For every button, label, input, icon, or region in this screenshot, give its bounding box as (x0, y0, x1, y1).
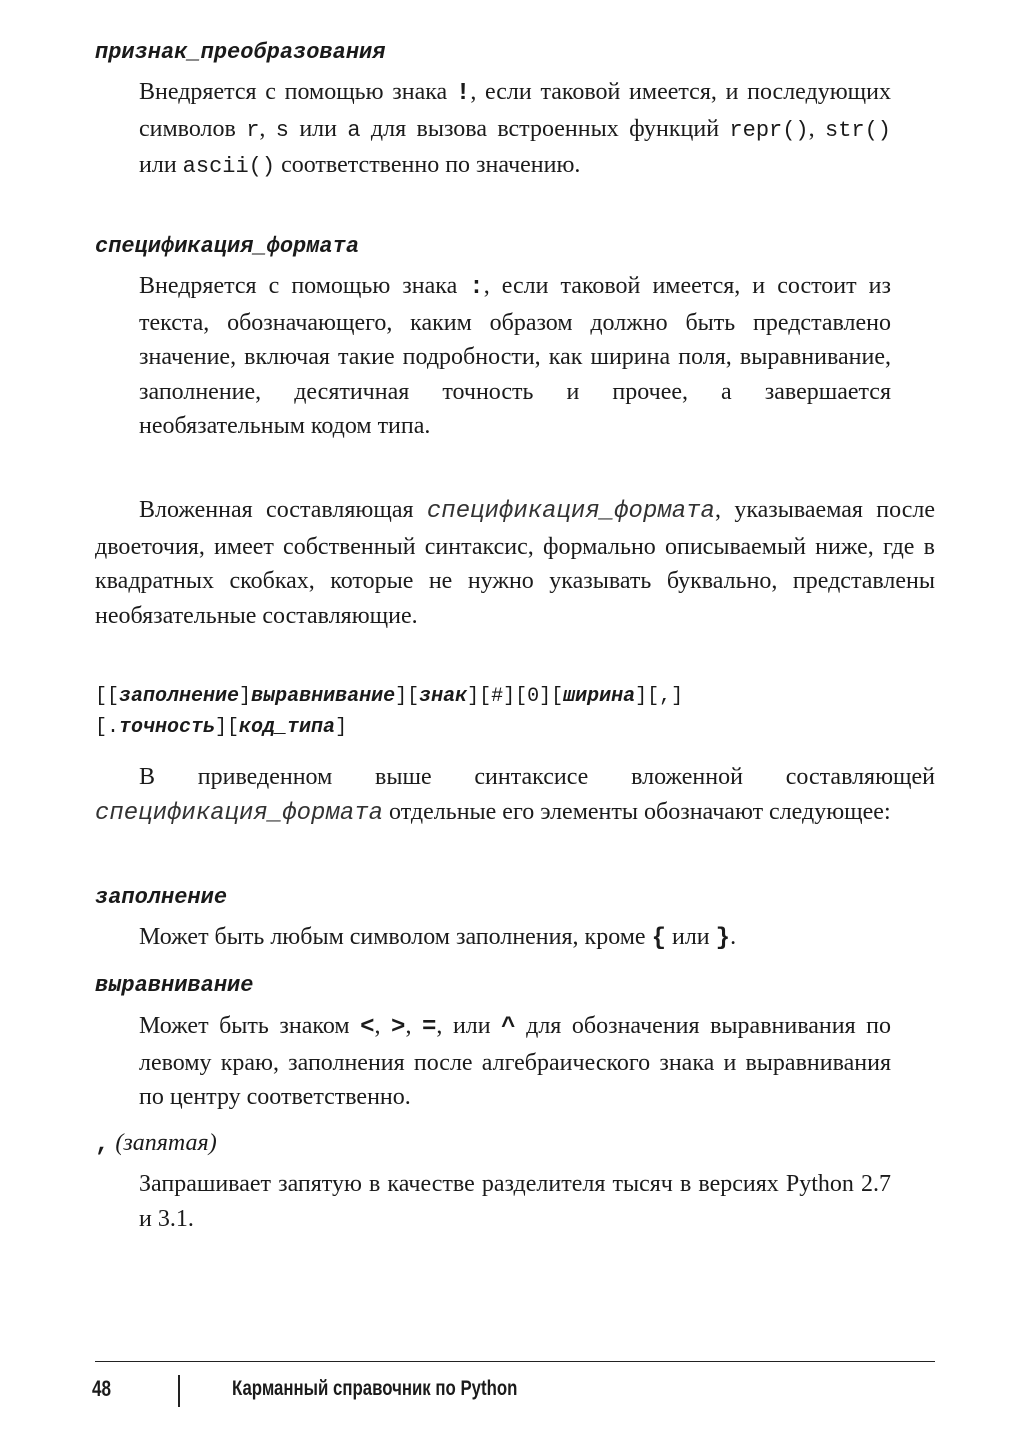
definition-format-spec: Внедряется с помощью знака :, если таковой имеется, и состоит из текста, обозначающего, каким образом должно быть представлено значение, включая такие подробности, как ширина поля, выравнивание, заполнение, десятичная точность и прочее, а завершается необязательным кодом типа. (139, 273, 891, 440)
footer-rule (95, 1361, 935, 1362)
term-comma: , (запятая) (95, 1130, 217, 1158)
paragraph-nested-spec: Вложенная составляющая спецификация_формата, указываемая после двоеточия, имеет собственный синтаксис, формально описываемый ниже, где в квадратных скобках, которые не нужно указывать буквально, представлены необязательные составляющие. (95, 497, 936, 629)
term-fill: заполнение (95, 885, 228, 910)
book-title: Карманный справочник по Python (232, 1377, 518, 1400)
footer-divider (178, 1375, 180, 1407)
term-conversion: признак_преобразования (95, 40, 386, 65)
term-align: выравнивание (95, 973, 254, 998)
definition-align: Может быть знаком <, >, =, или ^ для обозначения выравнивания по левому краю, заполнения после алгебраического знака и выравнивания по центру соответственно. (139, 1013, 891, 1111)
syntax-line-1: [[заполнение]выравнивание][знак][#][0][ширина][,] (95, 685, 684, 708)
page-number: 48 (92, 1376, 112, 1401)
definition-fill: Может быть любым символом заполнения, кроме { или }. (139, 924, 737, 952)
definition-comma: Запрашивает запятую в качестве разделителя тысяч в версиях Python 2.7 и 3.1. (139, 1171, 891, 1232)
paragraph-elements: В приведенном выше синтаксисе вложенной составляющей спецификация_формата отдельные его элементы обозначают следующее: (95, 764, 935, 827)
term-format-spec: спецификация_формата (95, 234, 360, 259)
definition-conversion: Внедряется с помощью знака !, если таковой имеется, и последующих символов r, s или a для вызова встроенных функций repr(), str() или ascii() соответственно по значению. (139, 79, 892, 180)
syntax-line-2: [.точность][код_типа] (95, 716, 348, 739)
